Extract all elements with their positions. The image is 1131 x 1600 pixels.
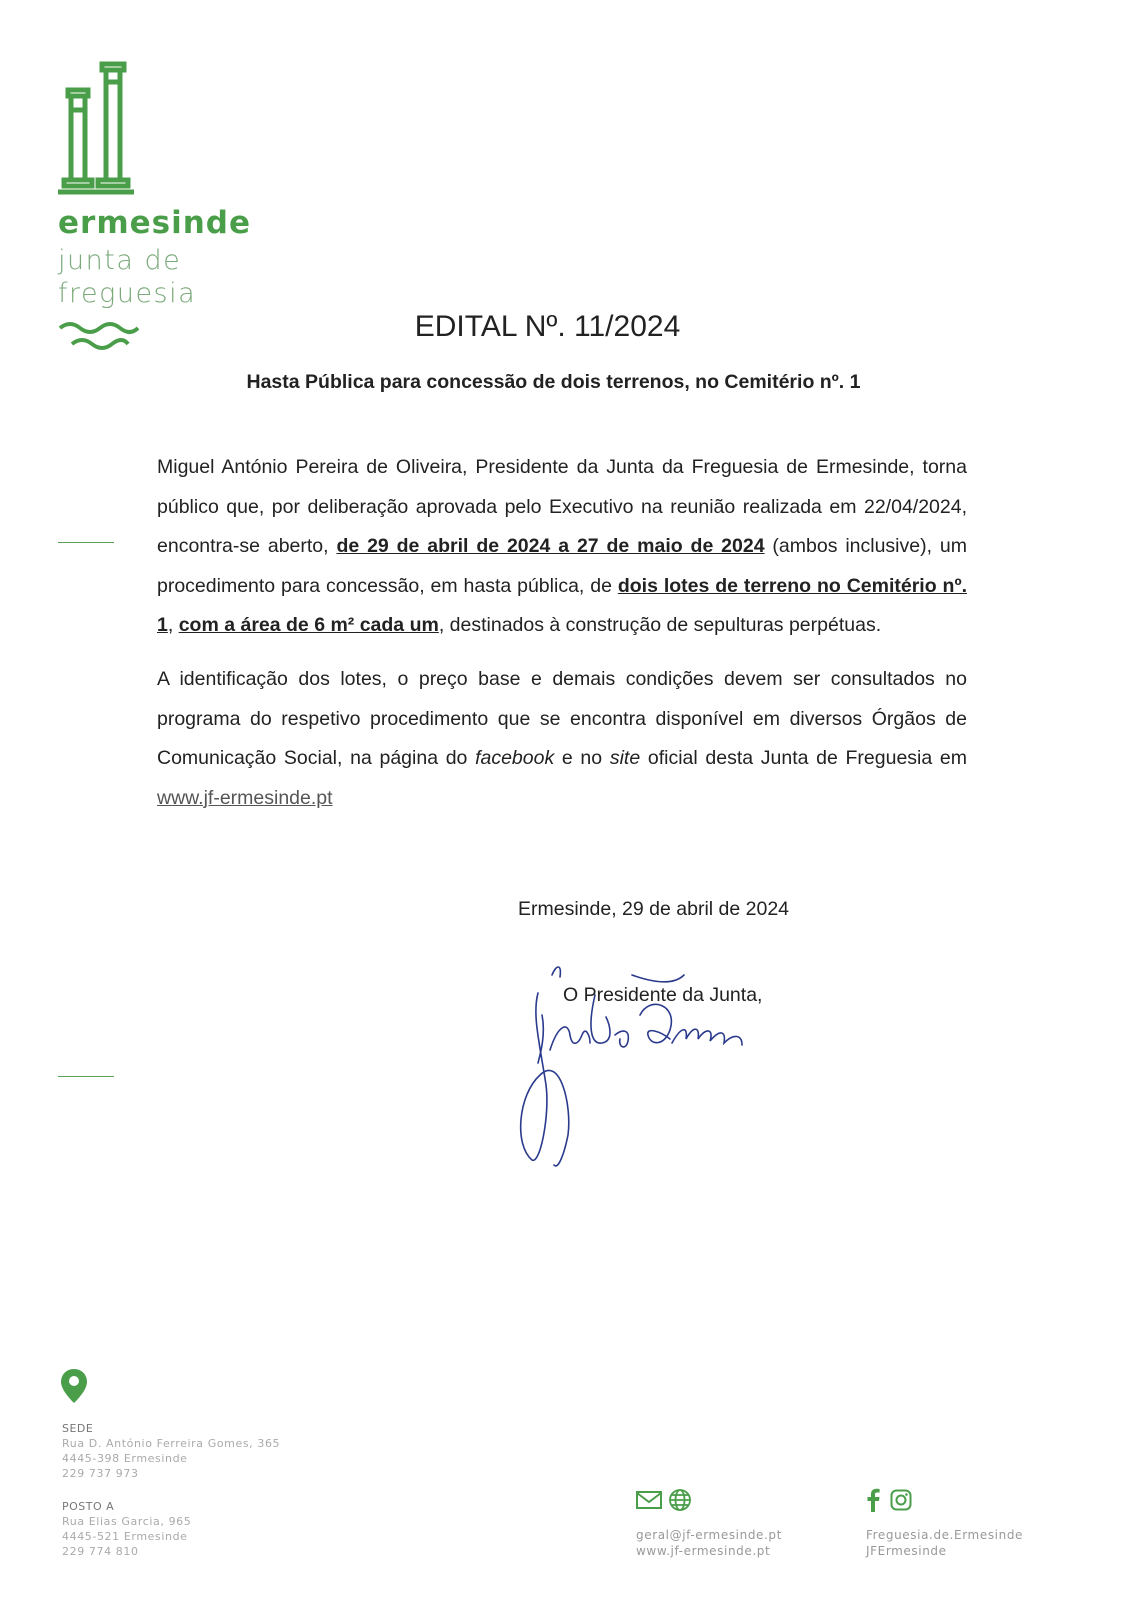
globe-icon [668, 1488, 692, 1512]
posto-label: POSTO A [62, 1500, 115, 1513]
facebook-icon [866, 1488, 880, 1512]
map-pin-icon [60, 1368, 88, 1404]
email-text[interactable]: geral@jf-ermesinde.pt [636, 1528, 782, 1542]
sede-address: Rua D. António Ferreira Gomes, 365 [62, 1437, 281, 1450]
document-title: EDITAL Nº. 11/2024 [414, 310, 681, 343]
place-date: Ermesinde, 29 de abril de 2024 [518, 898, 790, 920]
sede-postcode: 4445-398 Ermesinde [62, 1452, 188, 1465]
document-subtitle: Hasta Pública para concessão de dois terrenos, no Cemitério nº. 1 [246, 371, 861, 393]
handwritten-signature [510, 955, 780, 1185]
instagram-icon [890, 1489, 912, 1511]
posto-phone: 229 774 810 [62, 1545, 139, 1558]
paragraph-announcement: Miguel António Pereira de Oliveira, Presidente da Junta da Freguesia de Ermesinde, torna público que, por deliberação aprovada pelo Executivo na reunião realizada em 22/04/2024, encontra-se aberto, de 29 de abril de 2024 a 27 de maio de 2024 (ambos inclusive), um procedimento para concessão, em hasta pública, de dois lotes de terreno no Cemitério nº. 1, com a área de 6 m² cada um, destinados à construção de sepulturas perpétuas. [157, 456, 967, 636]
logo-name: ermesinde [58, 205, 252, 241]
site-word: site [609, 747, 641, 769]
sede-label: SEDE [62, 1422, 94, 1435]
logo-columns-icon [56, 60, 138, 200]
envelope-icon [636, 1490, 662, 1510]
website-link[interactable]: www.jf-ermesinde.pt [157, 786, 333, 809]
lots-text: dois lotes de terreno no Cemitério nº. 1 [157, 574, 967, 636]
facebook-word: facebook [475, 747, 555, 769]
signatory-role: O Presidente da Junta, [563, 984, 763, 1006]
paragraph-conditions: A identificação dos lotes, o preço base e demais condições devem ser consultados no programa do respetivo procedimento que se encontra disponível em diversos Órgãos de Comunicação Social, na página do facebook e no site oficial desta Junta de Freguesia em www.jf-ermesinde.pt [157, 668, 967, 809]
logo-subtitle-line2: freguesia [58, 278, 197, 309]
period-text: de 29 de abril de 2024 a 27 de maio de 2024 [336, 535, 765, 557]
sede-phone: 229 737 973 [62, 1467, 139, 1480]
logo-subtitle-line1: junta de [58, 245, 182, 276]
posto-postcode: 4445-521 Ermesinde [62, 1530, 188, 1543]
margin-mark [58, 542, 114, 543]
margin-mark [58, 1076, 114, 1077]
posto-address: Rua Elias Garcia, 965 [62, 1515, 192, 1528]
facebook-handle[interactable]: Freguesia.de.Ermesinde [866, 1528, 1024, 1542]
area-text: com a área de 6 m² cada um [178, 614, 439, 636]
instagram-handle[interactable]: JFErmesinde [866, 1544, 947, 1558]
website-text[interactable]: www.jf-ermesinde.pt [636, 1544, 771, 1558]
